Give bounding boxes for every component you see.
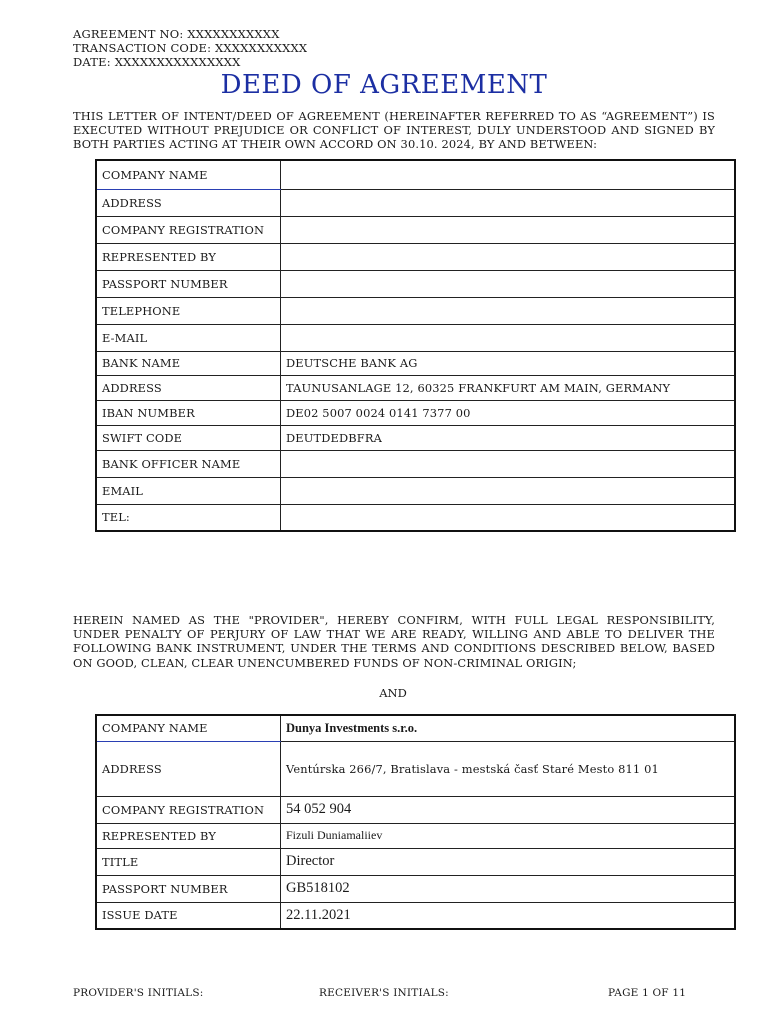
row-value bbox=[281, 189, 736, 216]
row-label: BANK NAME bbox=[96, 351, 281, 375]
provider-initials-label: PROVIDER'S INITIALS: bbox=[73, 987, 204, 999]
table-row bbox=[96, 297, 735, 324]
row-value bbox=[281, 324, 736, 351]
row-value: Dunya Investments s.r.o. bbox=[281, 715, 736, 741]
row-value bbox=[281, 243, 736, 270]
table-row bbox=[96, 400, 735, 425]
row-label: TELEPHONE bbox=[96, 297, 281, 324]
row-value bbox=[281, 160, 736, 189]
row-label: COMPANY REGISTRATION bbox=[96, 216, 281, 243]
table-row bbox=[96, 324, 735, 351]
document-date: DATE: XXXXXXXXXXXXXXX bbox=[73, 55, 241, 69]
row-value bbox=[281, 477, 736, 504]
receiver-initials-label: RECEIVER'S INITIALS: bbox=[319, 987, 449, 999]
row-value bbox=[281, 450, 736, 477]
row-label: REPRESENTED BY bbox=[96, 243, 281, 270]
row-value: 54 052 904 bbox=[281, 796, 736, 823]
row-value bbox=[281, 297, 736, 324]
table-row bbox=[96, 741, 735, 796]
row-label: ADDRESS bbox=[96, 189, 281, 216]
table-row bbox=[96, 875, 735, 902]
table-row bbox=[96, 351, 735, 375]
row-value: DEUTDEDBFRA bbox=[281, 425, 736, 450]
row-label: ISSUE DATE bbox=[96, 902, 281, 929]
provider-details-table bbox=[95, 714, 736, 930]
row-value: DE02 5007 0024 0141 7377 00 bbox=[281, 400, 736, 425]
row-value: Ventúrska 266/7, Bratislava - mestská časť Staré Mesto 811 01 bbox=[281, 741, 736, 796]
row-label: COMPANY REGISTRATION bbox=[96, 796, 281, 823]
and-separator: AND bbox=[379, 686, 407, 700]
row-value: DEUTSCHE BANK AG bbox=[281, 351, 736, 375]
table-row bbox=[96, 425, 735, 450]
receiver-details-table bbox=[95, 159, 736, 532]
row-label: COMPANY NAME bbox=[96, 160, 281, 189]
page-title: DEED OF AGREEMENT bbox=[220, 70, 548, 100]
provider-paragraph: HEREIN NAMED AS THE "PROVIDER", HEREBY CONFIRM, WITH FULL LEGAL RESPONSIBILITY, UNDER PENALTY OF PERJURY OF LAW THAT WE ARE READY, WILLING AND ABLE TO DELIVER THE FOLLOWING BANK INSTRUMENT, UNDER THE TERMS AND CONDITIONS DESCRIBED BELOW, BASED ON GOOD, CLEAN, CLEAR UNENCUMBERED FUNDS OF NON-CRIMINAL ORIGIN; bbox=[73, 613, 715, 670]
table-row bbox=[96, 902, 735, 929]
row-label: PASSPORT NUMBER bbox=[96, 875, 281, 902]
table-row bbox=[96, 848, 735, 875]
row-label: EMAIL bbox=[96, 477, 281, 504]
row-label: COMPANY NAME bbox=[96, 715, 281, 741]
page-number: PAGE 1 OF 11 bbox=[608, 987, 687, 999]
row-value bbox=[281, 270, 736, 297]
table-row bbox=[96, 504, 735, 531]
table-row bbox=[96, 715, 735, 741]
row-value: GB518102 bbox=[281, 875, 736, 902]
table-row bbox=[96, 477, 735, 504]
row-label: IBAN NUMBER bbox=[96, 400, 281, 425]
row-value: Director bbox=[281, 848, 736, 875]
table-row bbox=[96, 823, 735, 848]
table-row bbox=[96, 450, 735, 477]
row-label: SWIFT CODE bbox=[96, 425, 281, 450]
row-value: 22.11.2021 bbox=[281, 902, 736, 929]
row-label: BANK OFFICER NAME bbox=[96, 450, 281, 477]
table-row bbox=[96, 216, 735, 243]
table-row bbox=[96, 160, 735, 189]
table-row bbox=[96, 796, 735, 823]
intro-paragraph: THIS LETTER OF INTENT/DEED OF AGREEMENT (HEREINAFTER REFERRED TO AS “AGREEMENT”) IS EXECUTED WITHOUT PREJUDICE OR CONFLICT OF INTEREST, DULY UNDERSTOOD AND SIGNED BY BOTH PARTIES ACTING AT THEIR OWN ACCORD ON 30.10. 2024, BY AND BETWEEN: bbox=[73, 109, 715, 152]
row-label: TITLE bbox=[96, 848, 281, 875]
agreement-number: AGREEMENT NO: XXXXXXXXXXX bbox=[73, 27, 280, 41]
transaction-code: TRANSACTION CODE: XXXXXXXXXXX bbox=[73, 41, 308, 55]
row-label: ADDRESS bbox=[96, 375, 281, 400]
row-label: TEL: bbox=[96, 504, 281, 531]
row-value bbox=[281, 504, 736, 531]
document-header bbox=[73, 27, 307, 69]
row-value bbox=[281, 216, 736, 243]
row-value: Fizuli Duniamaliiev bbox=[281, 823, 736, 848]
table-row bbox=[96, 243, 735, 270]
table-row bbox=[96, 375, 735, 400]
row-label: ADDRESS bbox=[96, 741, 281, 796]
table-row bbox=[96, 270, 735, 297]
row-label: E-MAIL bbox=[96, 324, 281, 351]
row-value: TAUNUSANLAGE 12, 60325 FRANKFURT AM MAIN, GERMANY bbox=[281, 375, 736, 400]
row-label: REPRESENTED BY bbox=[96, 823, 281, 848]
row-label: PASSPORT NUMBER bbox=[96, 270, 281, 297]
table-row bbox=[96, 189, 735, 216]
